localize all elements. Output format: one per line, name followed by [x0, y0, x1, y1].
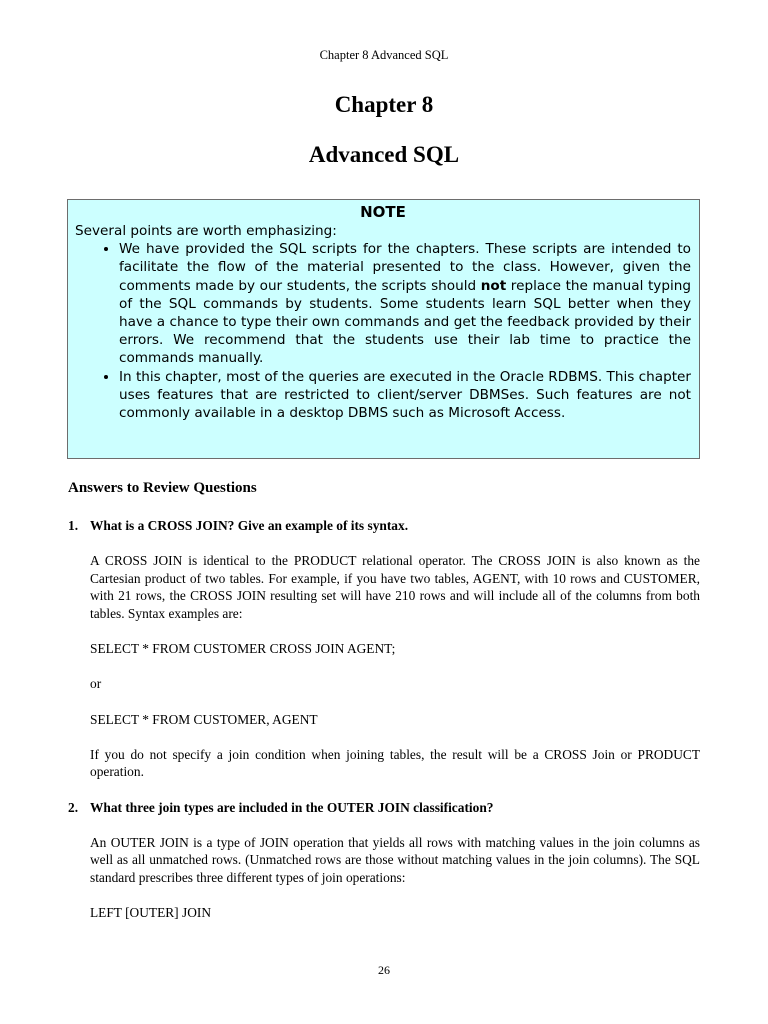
question-2 — [68, 799, 700, 817]
note-bullet-1-part-a: We have provided the SQL scripts for the chapters. These scripts are intended to facilitate the flow of the material presented to the class. However, given the comments made by our students, the scripts should — [119, 241, 691, 294]
note-box — [67, 199, 700, 459]
answer-1-code-2: SELECT * FROM CUSTOMER, AGENT — [90, 711, 318, 727]
question-1 — [68, 517, 700, 535]
note-intro: Several points are worth emphasizing: — [75, 223, 337, 239]
answer-1-code-1: SELECT * FROM CUSTOMER CROSS JOIN AGENT; — [90, 641, 396, 657]
note-bullet-1-part-b: replace the manual typing of the SQL commands by students. Some students learn SQL better when they have a chance to type their own commands and get the feedback provided by their errors. We recommend that the students use their lab time to practice the commands manually. — [119, 277, 691, 367]
question-2-number: 2. — [68, 799, 79, 815]
review-answers — [68, 517, 700, 922]
question-1-text: What is a CROSS JOIN? Give an example of its syntax. — [90, 518, 409, 533]
answer-1-paragraph-1: A CROSS JOIN is identical to the PRODUCT relational operator. The CROSS JOIN is also known as the Cartesian product of two tables. For example, if you have two tables, AGENT, with 10 rows and CUSTOMER, with 21 rows, the CROSS JOIN resulting set will have 210 rows and will include all of the columns from both tables. Syntax examples are: — [90, 553, 700, 621]
page-number: 26 — [378, 963, 390, 977]
section-heading: Answers to Review Questions — [68, 480, 257, 496]
answer-1-paragraph-2: If you do not specify a join condition when joining tables, the result will be a CROSS Join or PRODUCT operation. — [90, 746, 700, 780]
answer-1-or: or — [90, 676, 102, 692]
answer-2-code-1: LEFT [OUTER] JOIN — [90, 905, 211, 921]
note-heading: NOTE — [360, 203, 406, 221]
chapter-title: Advanced SQL — [308, 142, 460, 167]
question-1-number: 1. — [68, 518, 79, 533]
question-2-text: What three join types are included in the OUTER JOIN classification? — [90, 799, 494, 815]
note-bullet-1-emphasis: not — [480, 277, 507, 294]
answer-2-paragraph-1: An OUTER JOIN is a type of JOIN operation that yields all rows with matching values in the join columns as well as all unmatched rows. (Unmatched rows are those without matching values in the join columns). The SQL standard prescribes three different types of join operations: — [90, 834, 700, 885]
running-header: Chapter 8 Advanced SQL — [319, 48, 449, 62]
note-list — [75, 240, 691, 422]
note-bullet-1 — [119, 240, 691, 367]
note-bullet-2: • In this chapter, most of the queries are executed in the Oracle RDBMS. This chapter uses features that are restricted to client/server DBMSes. Such features are not commonly available in a desktop DBMS such as Microsoft Access. — [119, 368, 691, 423]
chapter-number: Chapter 8 — [334, 92, 434, 117]
